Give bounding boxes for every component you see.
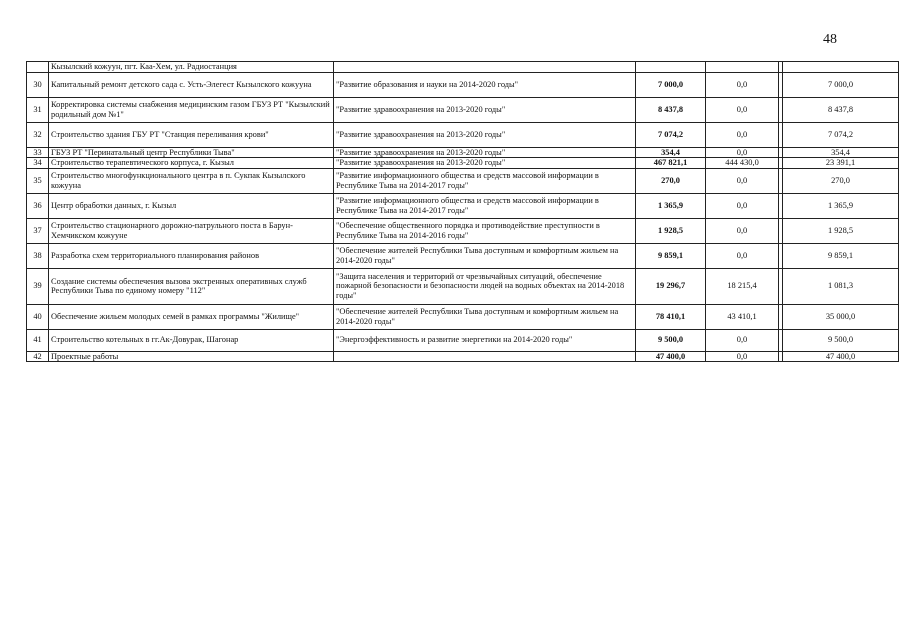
federal-amount: 0,0 [706, 243, 779, 268]
program-name: "Развитие здравоохранения на 2013-2020 годы" [334, 97, 636, 122]
federal-amount: 0,0 [706, 122, 779, 147]
row-number: 37 [27, 218, 49, 243]
program-name: "Развитие здравоохранения на 2013-2020 годы" [334, 122, 636, 147]
project-name: Разработка схем территориального планирования районов [49, 243, 334, 268]
program-name: "Защита населения и территорий от чрезвычайных ситуаций, обеспечение пожарной безопасности и безопасности людей на водных объектах на 2014-2018 годы" [334, 268, 636, 304]
table-row [27, 97, 899, 122]
row-number: 42 [27, 351, 49, 362]
program-name: "Обеспечение жителей Республики Тыва доступным и комфортным жильем на 2014-2020 годы" [334, 304, 636, 329]
republic-amount: 9 500,0 [783, 329, 899, 351]
row-number: 39 [27, 268, 49, 304]
project-name: Кызылский кожуун, пгт. Каа-Хем, ул. Радиостанция [49, 62, 334, 73]
project-name: ГБУЗ РТ "Перинатальный центр Республики Тыва" [49, 147, 334, 158]
program-name: "Развитие информационного общества и средств массовой информации в Республике Тыва на 2014-2017 годы" [334, 193, 636, 218]
project-name: Корректировка системы снабжения медицинским газом ГБУЗ РТ "Кызылский родильный дом №1" [49, 97, 334, 122]
row-number: 31 [27, 97, 49, 122]
row-number: 41 [27, 329, 49, 351]
program-name [334, 62, 636, 73]
table-row [27, 193, 899, 218]
table-row [27, 268, 899, 304]
project-name: Строительство котельных в гг.Ак-Довурак, Шагонар [49, 329, 334, 351]
total-amount: 7 074,2 [636, 122, 706, 147]
row-number [27, 62, 49, 73]
federal-amount: 444 430,0 [706, 158, 779, 169]
row-number: 36 [27, 193, 49, 218]
republic-amount: 23 391,1 [783, 158, 899, 169]
row-number: 33 [27, 147, 49, 158]
project-name: Строительство терапевтического корпуса, г. Кызыл [49, 158, 334, 169]
project-name: Строительство здания ГБУ РТ "Станция переливания крови" [49, 122, 334, 147]
page-number: 48 [823, 32, 837, 47]
republic-amount: 354,4 [783, 147, 899, 158]
republic-amount: 1 365,9 [783, 193, 899, 218]
row-number: 30 [27, 72, 49, 97]
table-row [27, 168, 899, 193]
row-number: 35 [27, 168, 49, 193]
table-row [27, 72, 899, 97]
program-name: "Развитие здравоохранения на 2013-2020 годы" [334, 147, 636, 158]
republic-amount: 35 000,0 [783, 304, 899, 329]
project-name: Капитальный ремонт детского сада с. Усть-Элегест Кызылского кожууна [49, 72, 334, 97]
table-row [27, 218, 899, 243]
project-name: Проектные работы [49, 351, 334, 362]
federal-amount: 0,0 [706, 329, 779, 351]
project-name: Строительство многофункционального центра в п. Сукпак Кызылского кожууна [49, 168, 334, 193]
total-amount: 47 400,0 [636, 351, 706, 362]
total-amount: 8 437,8 [636, 97, 706, 122]
table-row [27, 158, 899, 169]
republic-amount: 8 437,8 [783, 97, 899, 122]
table-row [27, 122, 899, 147]
total-amount: 270,0 [636, 168, 706, 193]
program-name: "Развитие образования и науки на 2014-2020 годы" [334, 72, 636, 97]
table-row [27, 351, 899, 362]
federal-amount: 43 410,1 [706, 304, 779, 329]
republic-amount: 1 928,5 [783, 218, 899, 243]
federal-amount: 0,0 [706, 351, 779, 362]
federal-amount: 0,0 [706, 168, 779, 193]
table-row [27, 329, 899, 351]
program-name: "Обеспечение общественного порядка и противодействие преступности в Республике Тыва на 2014-2016 годы" [334, 218, 636, 243]
projects-table [26, 61, 899, 362]
program-name: "Обеспечение жителей Республики Тыва доступным и комфортным жильем на 2014-2020 годы" [334, 243, 636, 268]
total-amount: 19 296,7 [636, 268, 706, 304]
total-amount: 78 410,1 [636, 304, 706, 329]
federal-amount: 0,0 [706, 218, 779, 243]
federal-amount: 0,0 [706, 147, 779, 158]
republic-amount: 9 859,1 [783, 243, 899, 268]
row-number: 34 [27, 158, 49, 169]
republic-amount: 270,0 [783, 168, 899, 193]
republic-amount: 7 000,0 [783, 72, 899, 97]
federal-amount: 0,0 [706, 193, 779, 218]
republic-amount [783, 62, 899, 73]
total-amount: 354,4 [636, 147, 706, 158]
row-number: 32 [27, 122, 49, 147]
federal-amount [706, 62, 779, 73]
table-row [27, 243, 899, 268]
row-number: 40 [27, 304, 49, 329]
project-name: Центр обработки данных, г. Кызыл [49, 193, 334, 218]
program-name: "Энергоэффективность и развитие энергетики на 2014-2020 годы" [334, 329, 636, 351]
table-row [27, 62, 899, 73]
total-amount: 9 859,1 [636, 243, 706, 268]
program-name: "Развитие информационного общества и средств массовой информации в Республике Тыва на 2014-2017 годы" [334, 168, 636, 193]
project-name: Строительство стационарного дорожно-патрульного поста в Барун-Хемчикском кожууне [49, 218, 334, 243]
row-number: 38 [27, 243, 49, 268]
total-amount: 467 821,1 [636, 158, 706, 169]
total-amount: 9 500,0 [636, 329, 706, 351]
federal-amount: 0,0 [706, 97, 779, 122]
total-amount: 1 928,5 [636, 218, 706, 243]
project-name: Обеспечение жильем молодых семей в рамках программы "Жилище" [49, 304, 334, 329]
program-name [334, 351, 636, 362]
table-row [27, 304, 899, 329]
project-name: Создание системы обеспечения вызова экстренных оперативных служб Республики Тыва по единому номеру "112" [49, 268, 334, 304]
republic-amount: 47 400,0 [783, 351, 899, 362]
federal-amount: 18 215,4 [706, 268, 779, 304]
republic-amount: 7 074,2 [783, 122, 899, 147]
total-amount [636, 62, 706, 73]
federal-amount: 0,0 [706, 72, 779, 97]
program-name: "Развитие здравоохранения на 2013-2020 годы" [334, 158, 636, 169]
total-amount: 1 365,9 [636, 193, 706, 218]
table-row [27, 147, 899, 158]
republic-amount: 1 081,3 [783, 268, 899, 304]
total-amount: 7 000,0 [636, 72, 706, 97]
